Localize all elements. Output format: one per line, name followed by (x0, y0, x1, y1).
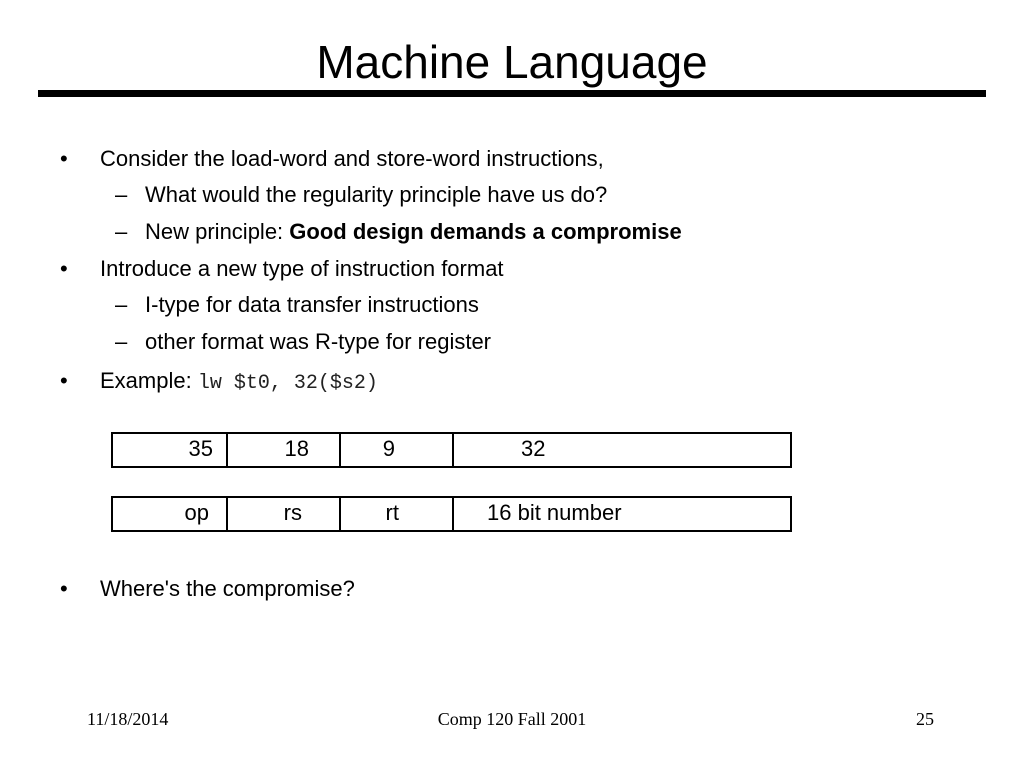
sub-mark: – (115, 329, 128, 354)
field-immediate: 16 bit number (487, 500, 622, 525)
sub-mark: – (115, 292, 128, 317)
bullet-mark: • (60, 576, 68, 601)
sub-mark: – (115, 182, 128, 207)
sub-i-type (115, 291, 479, 319)
sub-prefix: New principle: (145, 219, 290, 244)
value-rt: 9 (341, 434, 454, 466)
instruction-fields-table (111, 496, 792, 532)
instruction-values-table (111, 432, 792, 468)
footer-date: 11/18/2014 (87, 709, 169, 729)
bullet-text: Consider the load-word and store-word instructions, (100, 146, 604, 171)
sub-text: other format was R-type for register (145, 329, 492, 354)
bullet-text: Where's the compromise? (100, 576, 355, 601)
field-rt: rt (341, 498, 454, 530)
title-underline (38, 90, 986, 97)
slide-title: Machine Language (316, 36, 708, 88)
field-op: op (113, 498, 228, 530)
sub-mark: – (115, 219, 128, 244)
bullet-new-format (60, 255, 504, 283)
bullet-compromise (60, 575, 355, 603)
value-op: 35 (113, 434, 228, 466)
example-code: lw $t0, 32($s2) (197, 372, 378, 395)
example-label: Example: (100, 368, 198, 393)
footer-page-number: 25 (916, 709, 934, 729)
sub-text: I-type for data transfer instructions (145, 292, 479, 317)
bullet-load-store (60, 145, 604, 173)
bullet-example (60, 367, 378, 398)
sub-text: What would the regularity principle have us do? (145, 182, 608, 207)
sub-new-principle (115, 218, 682, 246)
principle-emphasis: Good design demands a compromise (289, 219, 682, 244)
sub-regularity (115, 181, 608, 209)
bullet-mark: • (60, 146, 68, 171)
sub-r-type (115, 328, 492, 356)
bullet-mark: • (60, 368, 68, 393)
field-rs: rs (228, 498, 341, 530)
footer-course: Comp 120 Fall 2001 (437, 709, 587, 729)
bullet-text: Introduce a new type of instruction format (100, 256, 504, 281)
bullet-mark: • (60, 256, 68, 281)
value-rs: 18 (228, 434, 341, 466)
value-immediate: 32 (521, 436, 546, 461)
